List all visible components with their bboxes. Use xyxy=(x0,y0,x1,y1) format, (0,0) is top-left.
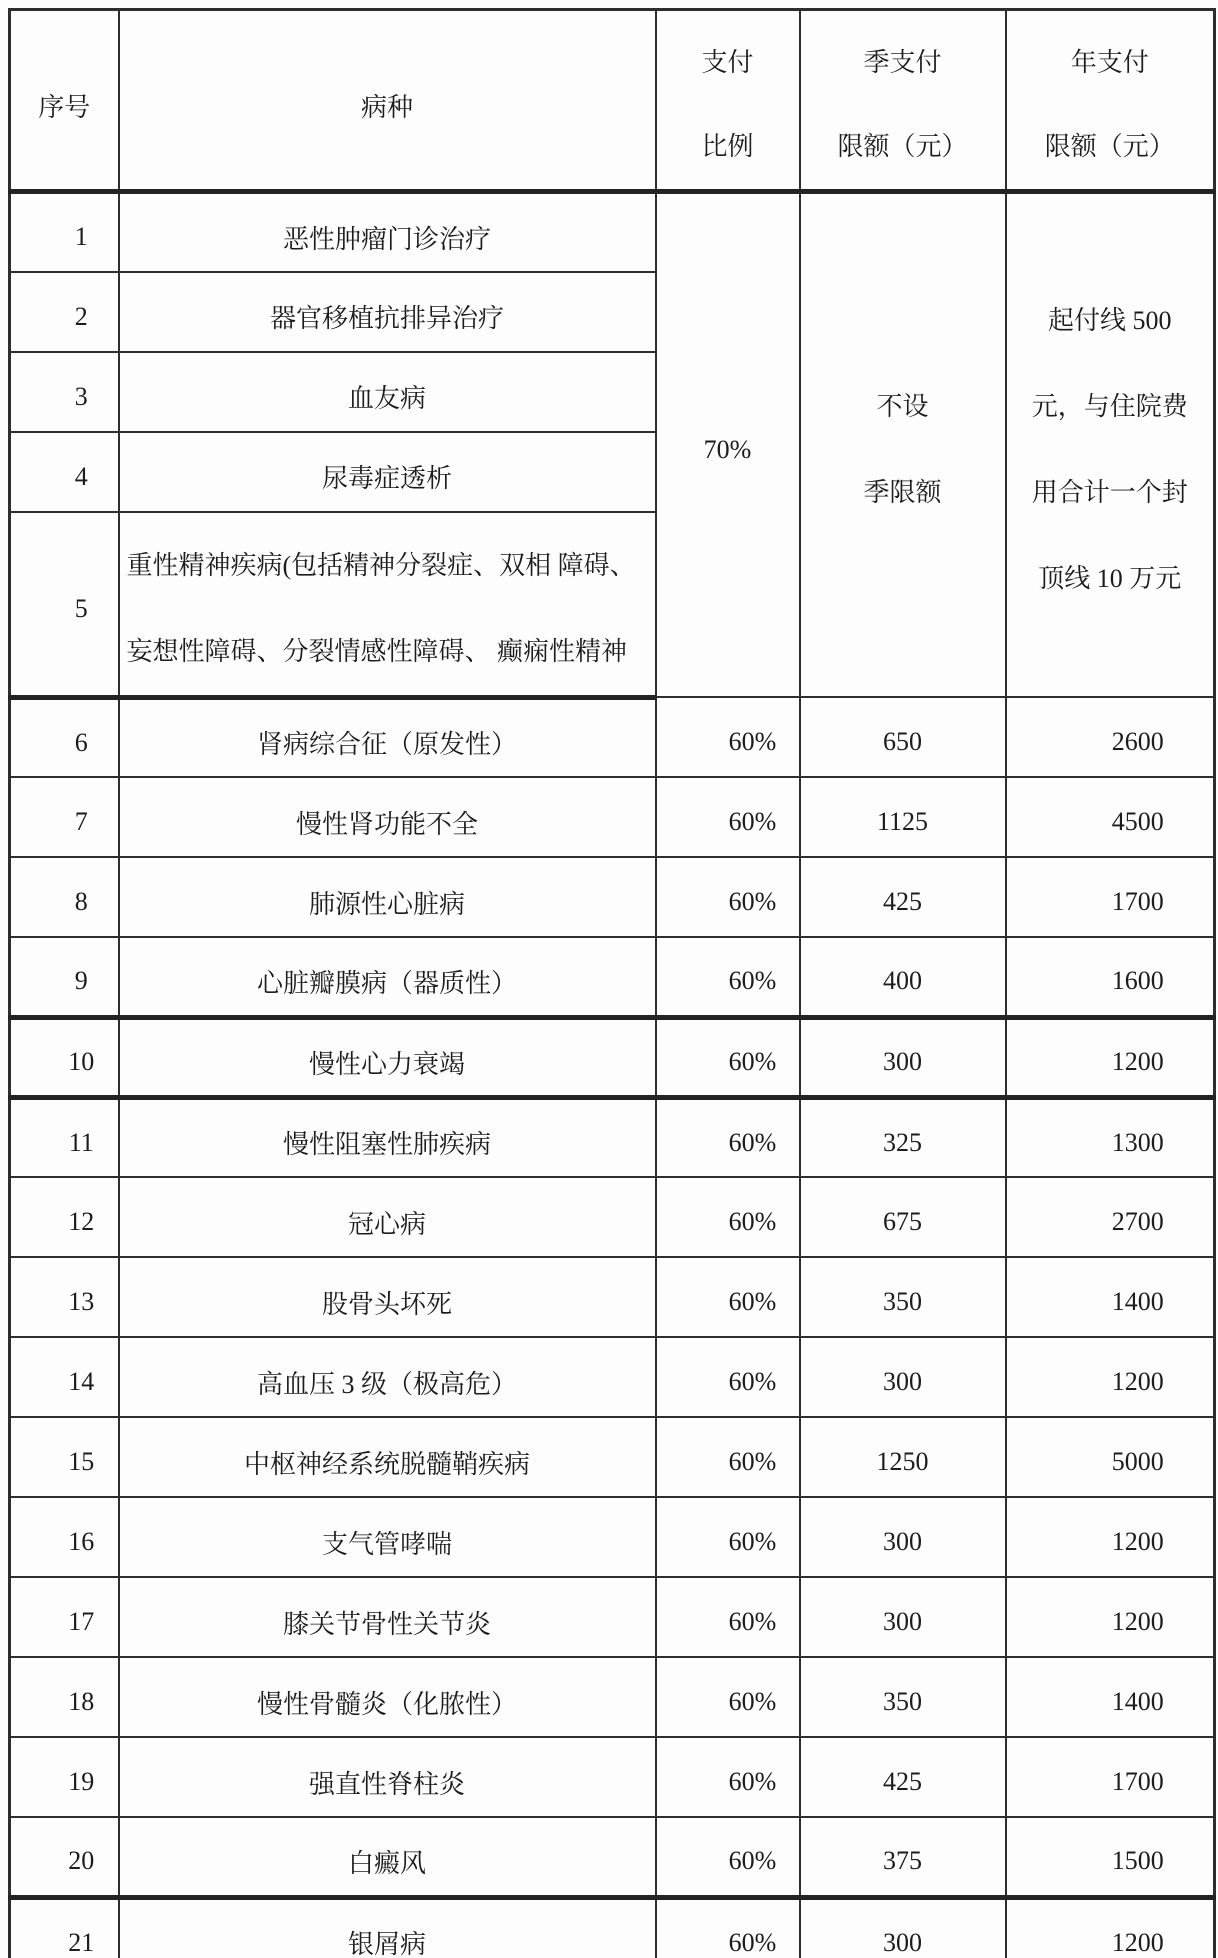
outpatient-disease-payment-table xyxy=(8,8,1216,1958)
row-annual-limit: 1500 xyxy=(1006,1817,1215,1897)
row-seq: 1 xyxy=(10,192,119,272)
row-seq: 11 xyxy=(10,1097,119,1177)
group-quarterly-limit xyxy=(800,192,1006,698)
group-annual-limit-line4: 顶线 10 万元 xyxy=(1038,564,1182,593)
group-quarterly-limit-line2: 季限额 xyxy=(863,478,942,507)
table-row-9 xyxy=(10,937,1215,1017)
row-disease: 慢性阻塞性肺疾病 xyxy=(119,1097,656,1177)
row-seq: 15 xyxy=(10,1417,119,1497)
row-seq: 8 xyxy=(10,857,119,937)
row-annual-limit: 1300 xyxy=(1006,1097,1215,1177)
row-pay-ratio: 60% xyxy=(656,1737,800,1817)
table-row-19 xyxy=(10,1737,1215,1817)
row-disease: 膝关节骨性关节炎 xyxy=(119,1577,656,1657)
row-pay-ratio: 60% xyxy=(656,1897,800,1958)
header-annual-limit xyxy=(1006,10,1215,192)
row-quarterly-limit: 375 xyxy=(800,1817,1006,1897)
header-seq: 序号 xyxy=(10,10,119,192)
row-seq: 21 xyxy=(10,1897,119,1958)
row-quarterly-limit: 300 xyxy=(800,1897,1006,1958)
row-disease: 心脏瓣膜病（器质性） xyxy=(119,937,656,1017)
group-annual-limit-line1: 起付线 500 xyxy=(1047,306,1172,335)
row-annual-limit: 2600 xyxy=(1006,697,1215,777)
row-annual-limit: 1200 xyxy=(1006,1497,1215,1577)
row-seq: 3 xyxy=(10,352,119,432)
row-disease: 冠心病 xyxy=(119,1177,656,1257)
row-seq: 19 xyxy=(10,1737,119,1817)
row-seq: 4 xyxy=(10,432,119,512)
row-annual-limit: 1400 xyxy=(1006,1257,1215,1337)
group-annual-limit-line3: 用合计一个封 xyxy=(1031,478,1188,507)
row-quarterly-limit: 300 xyxy=(800,1017,1006,1097)
row-pay-ratio: 60% xyxy=(656,1817,800,1897)
row-quarterly-limit: 325 xyxy=(800,1097,1006,1177)
row-pay-ratio: 60% xyxy=(656,1017,800,1097)
row-seq: 13 xyxy=(10,1257,119,1337)
row-annual-limit: 2700 xyxy=(1006,1177,1215,1257)
table-row-21 xyxy=(10,1897,1215,1958)
row-annual-limit: 1700 xyxy=(1006,857,1215,937)
row-quarterly-limit: 350 xyxy=(800,1257,1006,1337)
row-pay-ratio: 60% xyxy=(656,937,800,1017)
row-pay-ratio: 60% xyxy=(656,1497,800,1577)
row-quarterly-limit: 650 xyxy=(800,697,1006,777)
header-pay-ratio-line2: 比例 xyxy=(701,132,754,161)
row-annual-limit: 5000 xyxy=(1006,1417,1215,1497)
row-quarterly-limit: 300 xyxy=(800,1577,1006,1657)
row-quarterly-limit: 425 xyxy=(800,1737,1006,1817)
row-disease: 慢性心力衰竭 xyxy=(119,1017,656,1097)
row-seq: 18 xyxy=(10,1657,119,1737)
table-row-17 xyxy=(10,1577,1215,1657)
row-seq: 14 xyxy=(10,1337,119,1417)
row-disease xyxy=(119,512,656,698)
group-annual-limit xyxy=(1006,192,1215,698)
row-seq: 12 xyxy=(10,1177,119,1257)
table-row-13 xyxy=(10,1257,1215,1337)
row-pay-ratio: 60% xyxy=(656,1657,800,1737)
table-header-row xyxy=(10,10,1215,192)
header-quarterly-limit-line2: 限额（元） xyxy=(837,132,968,161)
table-row-18 xyxy=(10,1657,1215,1737)
row-seq: 10 xyxy=(10,1017,119,1097)
row-quarterly-limit: 350 xyxy=(800,1657,1006,1737)
row-seq: 9 xyxy=(10,937,119,1017)
row-pay-ratio: 60% xyxy=(656,1177,800,1257)
group-quarterly-limit-line1: 不设 xyxy=(876,392,929,421)
row-seq: 6 xyxy=(10,697,119,777)
row-disease: 肾病综合征（原发性） xyxy=(119,697,656,777)
row-disease-line2: 妄想性障碍、分裂情感性障碍、 癫痫性精神 xyxy=(126,636,628,666)
header-annual-limit-line2: 限额（元） xyxy=(1044,132,1175,161)
row-disease: 慢性骨髓炎（化脓性） xyxy=(119,1657,656,1737)
row-seq: 17 xyxy=(10,1577,119,1657)
table-row-16 xyxy=(10,1497,1215,1577)
row-annual-limit: 1200 xyxy=(1006,1337,1215,1417)
row-disease: 肺源性心脏病 xyxy=(119,857,656,937)
row-seq: 20 xyxy=(10,1817,119,1897)
header-pay-ratio-line1: 支付 xyxy=(701,48,754,77)
row-disease: 血友病 xyxy=(119,352,656,432)
table-row-11 xyxy=(10,1097,1215,1177)
row-pay-ratio: 60% xyxy=(656,777,800,857)
header-quarterly-limit xyxy=(800,10,1006,192)
row-disease: 高血压 3 级（极高危） xyxy=(119,1337,656,1417)
header-annual-limit-line1: 年支付 xyxy=(1070,48,1149,77)
row-pay-ratio: 60% xyxy=(656,857,800,937)
row-disease: 器官移植抗排异治疗 xyxy=(119,272,656,352)
row-disease: 慢性肾功能不全 xyxy=(119,777,656,857)
header-disease: 病种 xyxy=(119,10,656,192)
row-annual-limit: 1200 xyxy=(1006,1017,1215,1097)
row-seq: 16 xyxy=(10,1497,119,1577)
table-row-7 xyxy=(10,777,1215,857)
row-disease: 恶性肿瘤门诊治疗 xyxy=(119,192,656,272)
row-disease-line1: 重性精神疾病(包括精神分裂症、双相 障碍、 xyxy=(126,550,636,580)
header-pay-ratio xyxy=(656,10,800,192)
row-quarterly-limit: 300 xyxy=(800,1497,1006,1577)
row-disease: 白癜风 xyxy=(119,1817,656,1897)
header-quarterly-limit-line1: 季支付 xyxy=(863,48,942,77)
row-pay-ratio: 60% xyxy=(656,1577,800,1657)
table-row-10 xyxy=(10,1017,1215,1097)
row-disease: 支气管哮喘 xyxy=(119,1497,656,1577)
row-quarterly-limit: 425 xyxy=(800,857,1006,937)
table-row-8 xyxy=(10,857,1215,937)
row-pay-ratio: 60% xyxy=(656,1417,800,1497)
row-annual-limit: 1200 xyxy=(1006,1577,1215,1657)
group-annual-limit-line2: 元，与住院费 xyxy=(1031,392,1188,421)
row-annual-limit: 1200 xyxy=(1006,1897,1215,1958)
row-seq: 2 xyxy=(10,272,119,352)
row-quarterly-limit: 1125 xyxy=(800,777,1006,857)
row-quarterly-limit: 300 xyxy=(800,1337,1006,1417)
row-disease: 强直性脊柱炎 xyxy=(119,1737,656,1817)
row-disease: 中枢神经系统脱髓鞘疾病 xyxy=(119,1417,656,1497)
row-quarterly-limit: 675 xyxy=(800,1177,1006,1257)
row-disease: 银屑病 xyxy=(119,1897,656,1958)
table-row-14 xyxy=(10,1337,1215,1417)
row-seq: 7 xyxy=(10,777,119,857)
row-quarterly-limit: 1250 xyxy=(800,1417,1006,1497)
table-row-20 xyxy=(10,1817,1215,1897)
table-row-15 xyxy=(10,1417,1215,1497)
row-pay-ratio: 60% xyxy=(656,1097,800,1177)
table-row-12 xyxy=(10,1177,1215,1257)
row-disease: 尿毒症透析 xyxy=(119,432,656,512)
row-annual-limit: 1400 xyxy=(1006,1657,1215,1737)
group-pay-ratio: 70% xyxy=(656,192,800,698)
table-row-6 xyxy=(10,697,1215,777)
table-row-1 xyxy=(10,192,1215,272)
row-annual-limit: 4500 xyxy=(1006,777,1215,857)
row-pay-ratio: 60% xyxy=(656,697,800,777)
row-pay-ratio: 60% xyxy=(656,1257,800,1337)
row-quarterly-limit: 400 xyxy=(800,937,1006,1017)
row-seq: 5 xyxy=(10,512,119,698)
row-annual-limit: 1600 xyxy=(1006,937,1215,1017)
row-pay-ratio: 60% xyxy=(656,1337,800,1417)
row-annual-limit: 1700 xyxy=(1006,1737,1215,1817)
row-disease: 股骨头坏死 xyxy=(119,1257,656,1337)
